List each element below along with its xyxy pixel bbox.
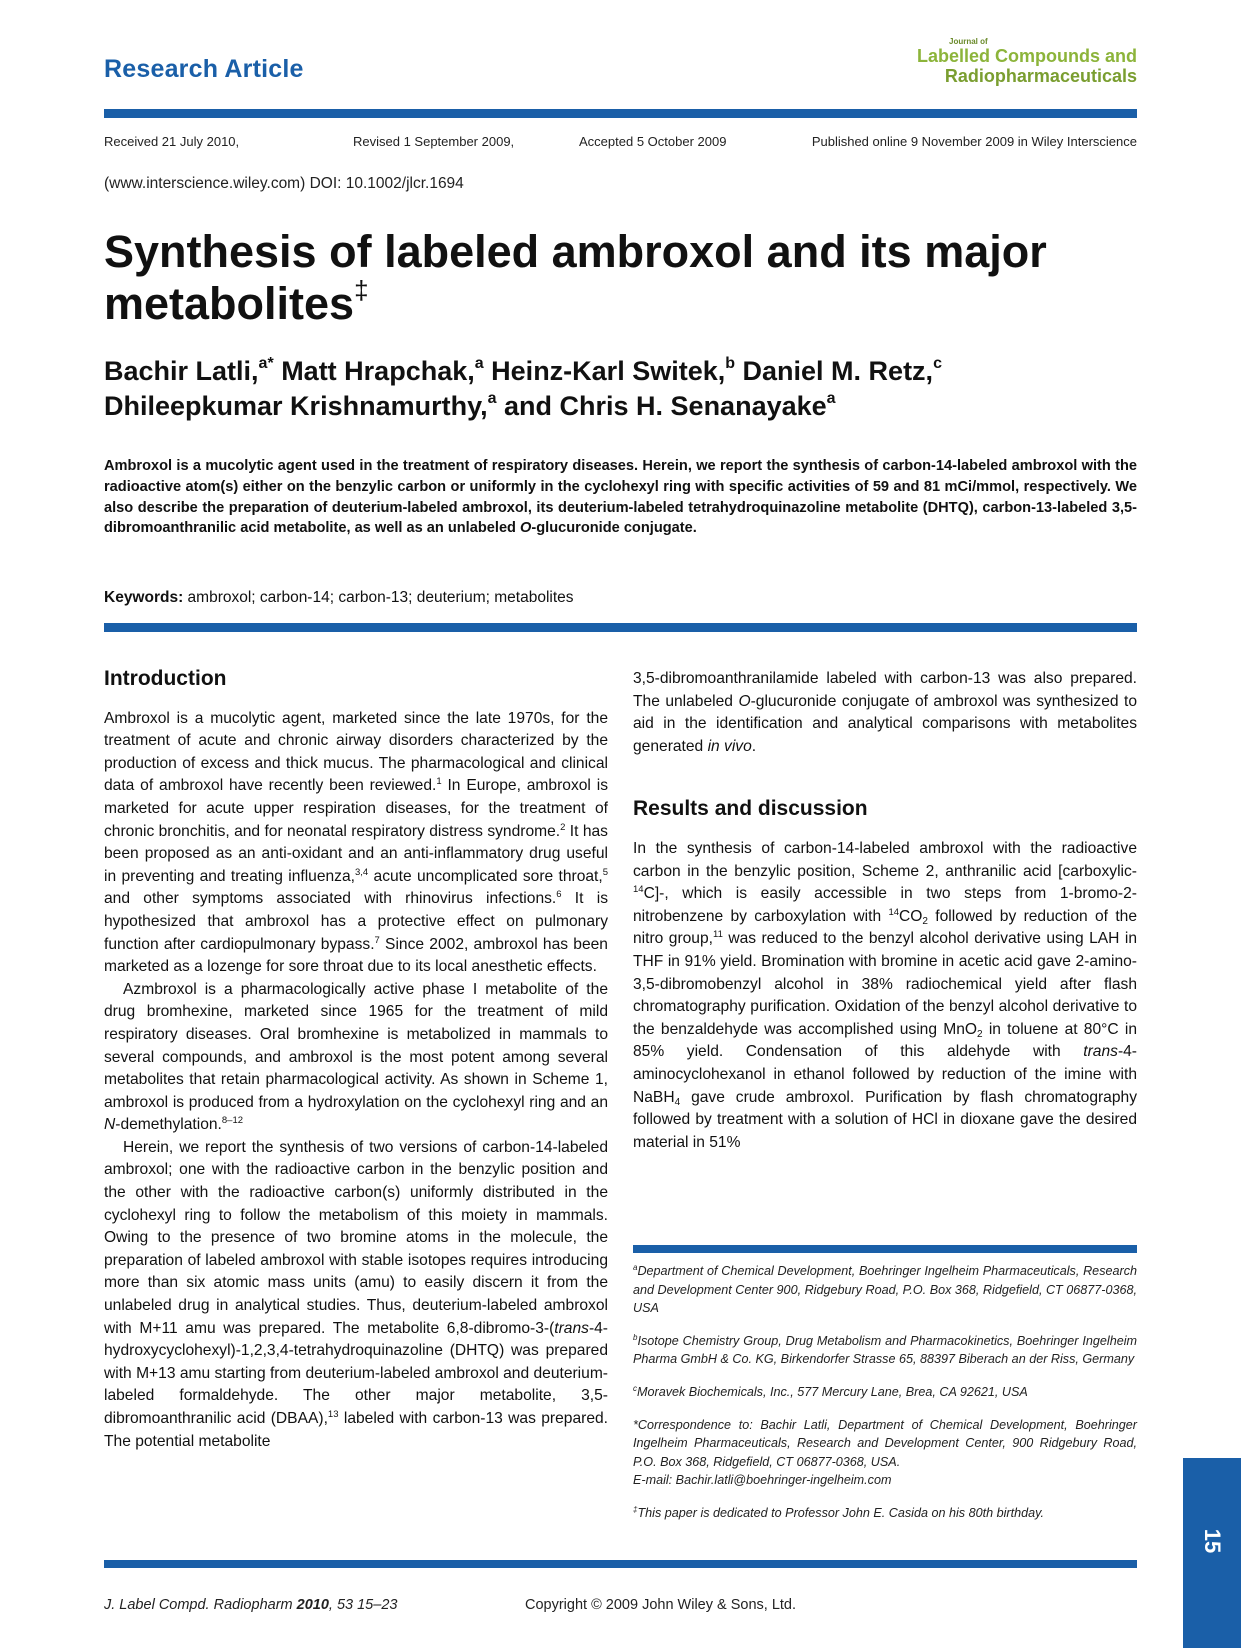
author-name: Heinz-Karl Switek, — [491, 356, 726, 386]
left-column — [104, 668, 608, 1453]
title-footnote-mark[interactable]: ‡ — [354, 275, 369, 305]
journal-logo-line1: Labelled Compounds and — [916, 46, 1137, 66]
citation-ref[interactable]: 1 — [436, 776, 442, 788]
title-line1: Synthesis of labeled ambroxol and its major — [104, 226, 1047, 277]
author-name: and Chris H. Senanayake — [504, 391, 827, 421]
citation-ref[interactable]: 13 — [327, 1409, 339, 1420]
author-list — [104, 354, 1144, 424]
footnote-dedication: ‡This paper is dedicated to Professor John E. Casida on his 80th birthday. — [633, 1504, 1044, 1520]
doi-link[interactable]: (www.interscience.wiley.com) DOI: 10.1002/jlcr.1694 — [104, 175, 464, 192]
journal-logo-line2: Radiopharmaceuticals — [944, 66, 1137, 86]
page-number-tab — [1183, 1458, 1241, 1648]
keywords-label: Keywords: — [104, 589, 184, 606]
keywords — [104, 589, 574, 607]
author-name: Daniel M. Retz, — [742, 356, 934, 386]
author-affiliation: a — [826, 390, 836, 407]
author-name: Dhileepkumar Krishnamurthy, — [104, 391, 488, 421]
author-name: Matt Hrapchak, — [281, 356, 475, 386]
footnote-affiliation-a: $^a$Department of Chemical Development, Boehringer Ingelheim Pharmaceuticals, Research and Development Center 900, Ridgebury Road, P.O. Box 368, Ridgefield, CT 06877-0368, USA — [633, 1263, 1137, 1316]
abstract — [104, 456, 1137, 539]
author-name: Bachir Latli, — [104, 356, 259, 386]
author-affiliation: c — [933, 355, 942, 372]
footer-citation: J. Label Compd. Radiopharm 2010, 53 15–23 — [104, 1597, 398, 1613]
footnote-correspondence: *Correspondence to: Bachir Latli, Department of Chemical Development, Boehringer Ingelheim Pharmaceuticals, Research and Development Center, 900 Ridgebury Road, P.O. Box 368, Ridgefield, CT 06877-0368, USA. E-mail: Bachir.latli@boehringer-ingelheim.com — [633, 1417, 1137, 1488]
footer-rule — [104, 1560, 1137, 1568]
abstract-text-end: -glucuronide conjugate. — [531, 520, 697, 537]
footnote-affiliation-c: $^c$Moravek Biochemicals, Inc., 577 Mercury Lane, Brea, CA 92621, USA — [633, 1383, 1028, 1399]
date-published: Published online 9 November 2009 in Wiley Interscience — [811, 134, 1137, 149]
header-rule — [104, 109, 1137, 118]
date-accepted: Accepted 5 October 2009 — [579, 134, 727, 149]
title-line2: metabolites — [104, 278, 355, 329]
abstract-text: Ambroxol is a mucolytic agent used in the treatment of respiratory diseases. Herein, we report the synthesis of carbon-14-labeled ambroxol with the radioactive atom(s) either on the benzylic carbon or uniformly in the cyclohexyl ring with specific activities of 59 and 81 mCi/mmol, respectively. We also describe the preparation of deuterium-labeled ambroxol, its deuterium-labeled tetrahydroquinazoline metabolite (DHTQ), carbon-13-labeled 3,5-dibromoanthranilic acid metabolite, as well as an unlabeled — [104, 458, 1137, 537]
citation-ref[interactable]: 3,4 — [355, 866, 369, 878]
article-title — [104, 226, 1144, 330]
intro-paragraph-2: Azmbroxol is a pharmacologically active phase I metabolite of the drug bromhexine, marketed since 1965 for the treatment of mild respiratory diseases. Oral bromhexine is metabolized in mammals to several compounds, and ambroxol is the most potent among several metabolites that retain pharmacological activity. As shown in Scheme 1, ambroxol is produced from a hydroxylation on the cyclohexyl ring and an N-demethylation.$^{8-12}$ — [104, 980, 608, 1134]
footnote-rule — [633, 1245, 1137, 1253]
date-received: Received 21 July 2010, — [104, 134, 240, 149]
citation-ref[interactable]: 11 — [713, 929, 723, 941]
section-heading-results: Results and discussion — [633, 797, 868, 821]
results-paragraph-1: In the synthesis of carbon-14-labeled ambroxol with the radioactive carbon in the benzylic position, Scheme 2, anthranilic acid [carboxylic-$^{14}$C]-, which is easily accessible in two steps from 1-bromo-2-nitrobenzene by carboxylation with $^{14}CO_2$ followed by reduction of the nitro group,$^{11}$ was reduced to the benzyl alcohol derivative using LAH in THF in 91% yield. Bromination with bromine in acetic acid gave 2-amino-3,5-dibromobenzyl alcohol in 38% radiochemical yield after flash chromatography purification. Oxidation of the benzyl alcohol derivative to the benzaldehyde was accomplished using MnO$_2$ in toluene at 80°C in 85% yield. Condensation of this aldehyde with trans-4-aminocyclohexanol in ethanol followed by reduction of the imine with NaBH$_4$ gave crude ambroxol. Purification by flash chromatography followed by treatment with a solution of HCl in dioxane gave the desired material in 51% — [633, 839, 1137, 1151]
citation-ref[interactable]: 7 — [374, 934, 380, 946]
author-affiliation: b — [725, 355, 736, 372]
citation-ref[interactable]: 2 — [560, 821, 566, 833]
author-affiliation: a — [487, 390, 497, 407]
keywords-text: ambroxol; carbon-14; carbon-13; deuterium; metabolites — [183, 589, 574, 606]
citation-ref[interactable]: 5 — [602, 866, 609, 878]
section-heading-introduction: Introduction — [104, 667, 227, 690]
author-affiliation: a — [474, 355, 484, 372]
section-label: Research Article — [104, 55, 304, 83]
citation-ref[interactable]: 8–12 — [221, 1115, 244, 1127]
journal-logo-of: Journal of — [949, 37, 988, 46]
right-column — [633, 668, 1137, 1154]
abstract-italic: O — [520, 520, 532, 537]
footnote-affiliation-b: $^b$Isotope Chemistry Group, Drug Metabolism and Pharmacokinetics, Boehringer Ingelheim Pharma GmbH & Co. KG, Birkendorfer Strasse 65, 88397 Biberach an der Riss, Germany — [633, 1332, 1137, 1367]
article-dates — [104, 134, 1137, 154]
footer-copyright: Copyright © 2009 John Wiley & Sons, Ltd. — [525, 1597, 797, 1613]
intro-paragraph-4: 3,5-dibromoanthranilamide labeled with carbon-13 was also prepared. The unlabeled O-glucuronide conjugate of ambroxol was synthesized to aid in the identification and analytical comparisons with metabolites generated in vivo. — [633, 670, 1138, 755]
page-number: 15 — [1200, 1528, 1225, 1554]
intro-paragraph-3: Herein, we report the synthesis of two versions of carbon-14-labeled ambroxol; one with the radioactive carbon in the benzylic position and the other with the radioactive carbon(s) uniformly distributed in the cyclohexyl ring to follow the metabolism of this moiety in mammals. Owing to the presence of two bromine atoms in the molecule, the preparation of labeled ambroxol with stable isotopes requires introducing more than six atomic mass units (amu) to easily discern it from the unlabeled drug in analytical studies. Thus, deuterium-labeled ambroxol with M+11 amu was prepared. The metabolite 6,8-dibromo-3-(trans-4-hydroxycyclohexyl)-1,2,3,4-tetrahydroquinazoline (DHTQ) was prepared with M+13 amu starting from deuterium-labeled ambroxol and deuterium-labeled formaldehyde. The other major metabolite, 3,5-dibromoanthranilic acid (DBAA),$^{13}$ labeled with carbon-13 was prepared. The potential metabolite — [104, 1138, 609, 1450]
author-affiliation: a* — [258, 355, 274, 372]
citation-ref[interactable]: 6 — [556, 889, 562, 901]
journal-logo — [897, 37, 1137, 86]
abstract-rule — [104, 623, 1137, 632]
intro-paragraph-1: Ambroxol is a mucolytic agent, marketed since the late 1970s, for the treatment of acute and chronic airway disorders characterized by the production of excess and thick mucus. The pharmacological and clinical data of ambroxol have recently been reviewed.$^1$ In Europe, ambroxol is marketed for acute upper respiration diseases, for the treatment of chronic bronchitis, and for neonatal respiratory distress syndrome.$^2$ It has been proposed as an anti-oxidant and an anti-inflammatory drug useful in preventing and treating influenza,$^{3,4}$ acute uncomplicated sore throat,$^5$ and other symptoms associated with rhinovirus infections.$^6$ It is hypothesized that ambroxol has a protective effect on pulmonary function after cardiopulmonary bypass.$^7$ Since 2002, ambroxol has been marketed as a lozenge for sore throat due to its local anesthetic effects. — [104, 709, 609, 976]
date-revised: Revised 1 September 2009, — [353, 134, 515, 149]
affiliation-footnotes — [633, 1262, 1137, 1537]
correspondence-email[interactable]: E-mail: Bachir.latli@boehringer-ingelheim.com — [633, 1473, 892, 1488]
